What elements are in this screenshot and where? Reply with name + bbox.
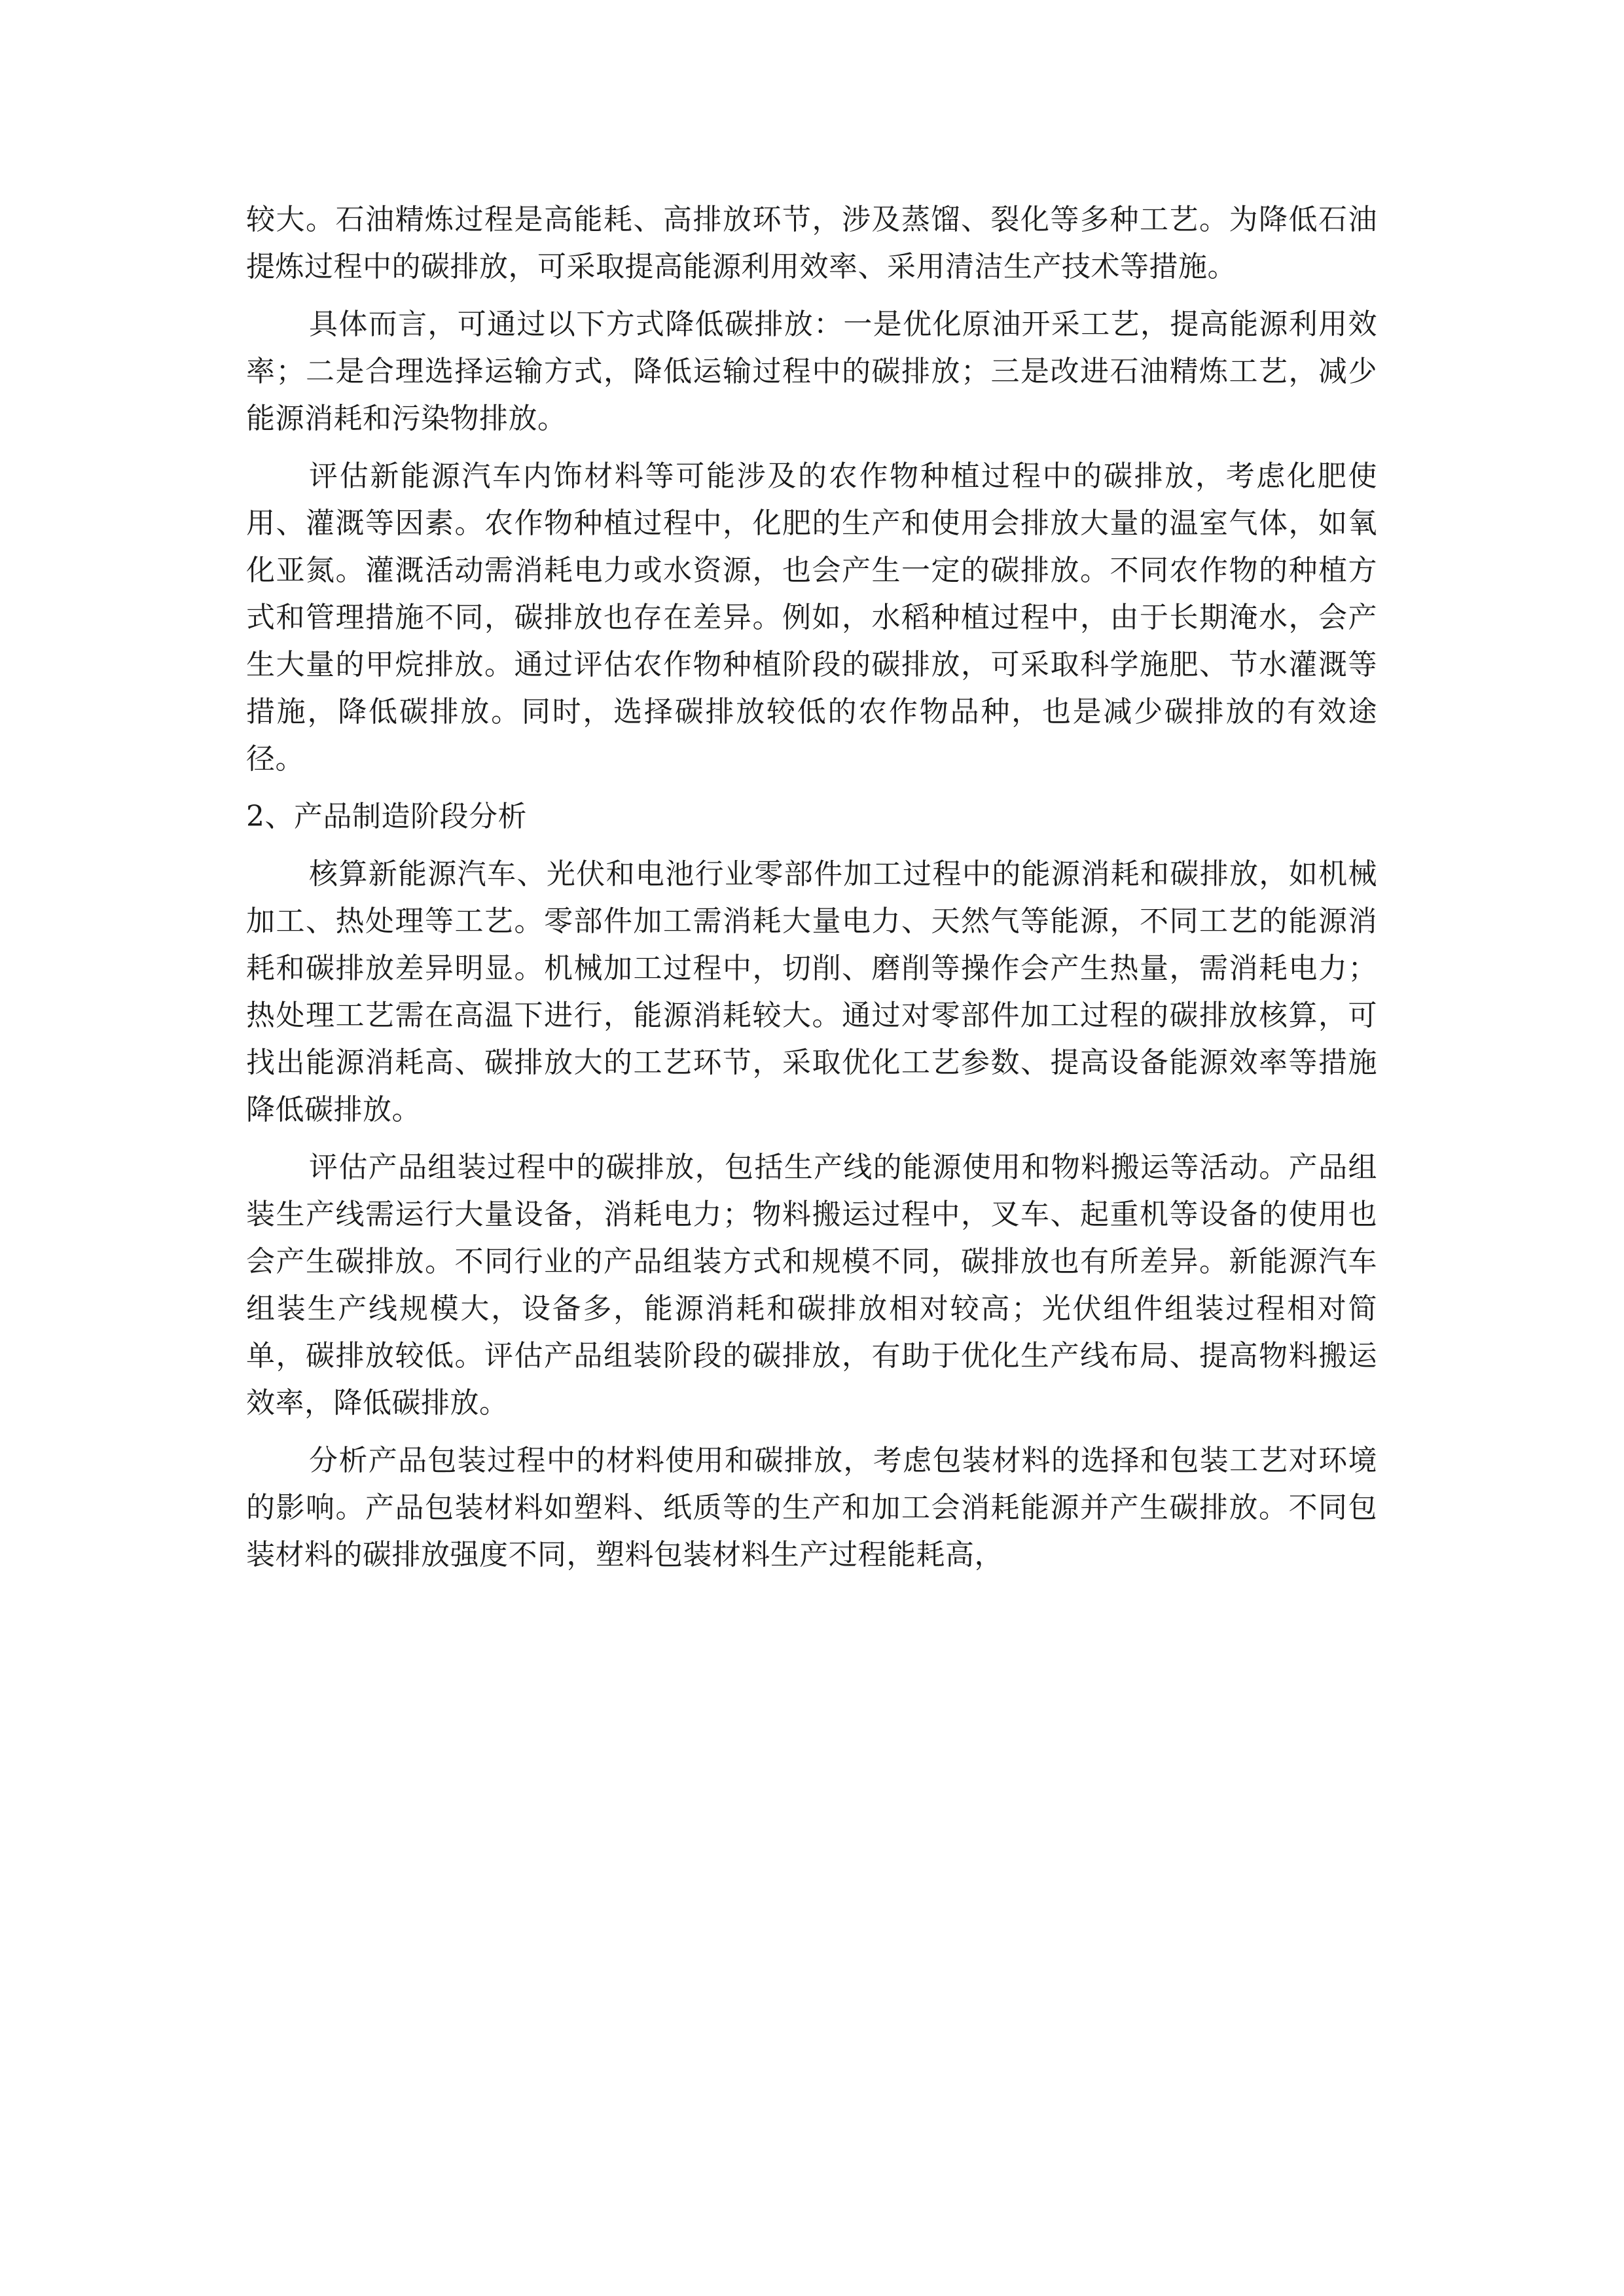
paragraph-assembly: 评估产品组装过程中的碳排放，包括生产线的能源使用和物料搬运等活动。产品组装生产线需运行大量设备，消耗电力；物料搬运过程中，叉车、起重机等设备的使用也会产生碳排放。不同行业的产品组装方式和规模不同，碳排放也有所差异。新能源汽车组装生产线规模大，设备多，能源消耗和碳排放相对较高；光伏组件组装过程相对简单，碳排放较低。评估产品组装阶段的碳排放，有助于优化生产线布局、提高物料搬运效率，降低碳排放。 <box>246 1151 1377 1420</box>
paragraph-packaging: 分析产品包装过程中的材料使用和碳排放，考虑包装材料的选择和包装工艺对环境的影响。产品包装材料如塑料、纸质等的生产和加工会消耗能源并产生碳排放。不同包装材料的碳排放强度不同，塑料包装材料生产过程能耗高， <box>246 1444 1377 1571</box>
document-body <box>246 196 1377 1589</box>
paragraph-crop-cultivation: 评估新能源汽车内饰材料等可能涉及的农作物种植过程中的碳排放，考虑化肥使用、灌溉等因素。农作物种植过程中，化肥的生产和使用会排放大量的温室气体，如氧化亚氮。灌溉活动需消耗电力或水资源，也会产生一定的碳排放。不同农作物的种植方式和管理措施不同，碳排放也存在差异。例如，水稻种植过程中，由于长期淹水，会产生大量的甲烷排放。通过评估农作物种植阶段的碳排放，可采取科学施肥、节水灌溉等措施，降低碳排放。同时，选择碳排放较低的农作物品种，也是减少碳排放的有效途径。 <box>246 459 1377 776</box>
paragraph-continuation: 较大。石油精炼过程是高能耗、高排放环节，涉及蒸馏、裂化等多种工艺。为降低石油提炼过程中的碳排放，可采取提高能源利用效率、采用清洁生产技术等措施。 <box>246 203 1377 283</box>
section-heading: 2、产品制造阶段分析 <box>246 800 527 833</box>
paragraph-reduction-methods: 具体而言，可通过以下方式降低碳排放：一是优化原油开采工艺，提高能源利用效率；二是合理选择运输方式，降低运输过程中的碳排放；三是改进石油精炼工艺，减少能源消耗和污染物排放。 <box>246 308 1377 435</box>
paragraph-part-processing: 核算新能源汽车、光伏和电池行业零部件加工过程中的能源消耗和碳排放，如机械加工、热处理等工艺。零部件加工需消耗大量电力、天然气等能源，不同工艺的能源消耗和碳排放差异明显。机械加工过程中，切削、磨削等操作会产生热量，需消耗电力；热处理工艺需在高温下进行，能源消耗较大。通过对零部件加工过程的碳排放核算，可找出能源消耗高、碳排放大的工艺环节，采取优化工艺参数、提高设备能源效率等措施降低碳排放。 <box>246 857 1377 1126</box>
